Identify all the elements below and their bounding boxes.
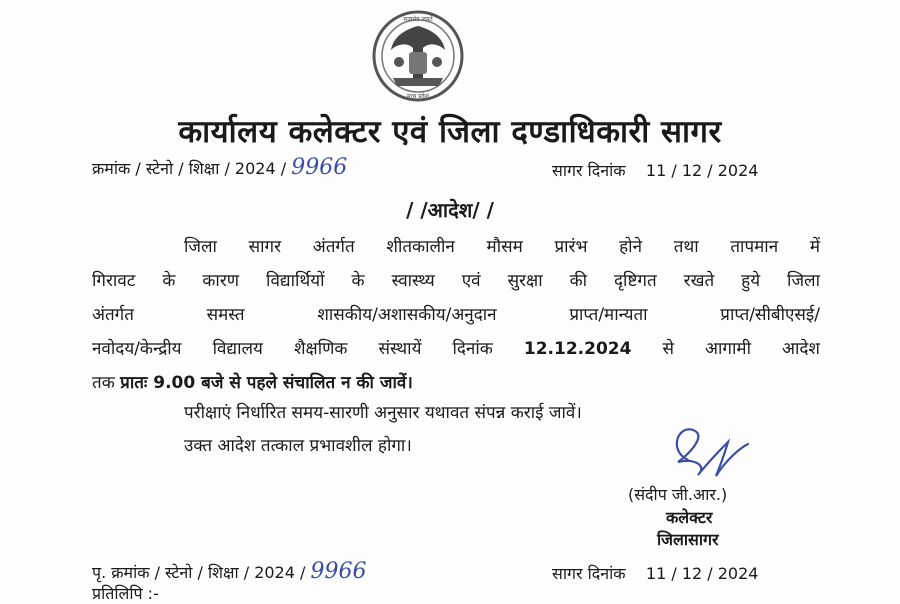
date-value: 11 / 12 / 2024 — [645, 161, 759, 180]
emblem-top-text: सत्यमेव जयते — [403, 16, 433, 23]
order-line-5 — [92, 366, 820, 400]
reference-number — [92, 155, 347, 180]
signature-icon — [648, 420, 758, 490]
signer-name: (संदीप जी.आर.) — [628, 485, 728, 504]
order-line-4 — [92, 332, 820, 366]
order-paragraph — [92, 230, 820, 400]
office-title: कार्यालय कलेक्टर एवं जिला दण्डाधिकारी सागर — [178, 114, 722, 150]
date-label: सागर दिनांक — [552, 161, 626, 180]
signer-designation: कलेक्टर — [666, 508, 713, 527]
order-line-4-text: नवोदय/केन्द्रीय विद्यालय शैक्षणिक संस्थायें दिनांक — [92, 339, 493, 359]
order-line-1: जिला सागर अंतर्गत शीतकालीन मौसम प्रारंभ होने तथा तापमान में — [184, 237, 820, 257]
order-heading: / /आदेश/ / — [406, 198, 494, 222]
reference-number-handwritten: 9966 — [291, 155, 348, 180]
footer-reference-number-handwritten: 9966 — [310, 559, 367, 584]
exam-line: परीक्षाएं निर्धारित समय-सारणी अनुसार यथावत संपन्न कराई जावें। — [184, 403, 582, 423]
footer-reference-number — [92, 559, 366, 584]
signer-district: जिलासागर — [657, 530, 719, 549]
order-date — [552, 159, 758, 181]
order-date-bold: 12.12.2024 — [523, 339, 632, 359]
footer-reference-prefix: पृ. क्रमांक / स्टेनो / शिक्षा / 2024 / — [92, 563, 306, 582]
order-line-2: गिरावट के कारण विद्यार्थियों के स्वास्थ्य एवं सुरक्षा की दृष्टिगत रखते हुये जिला — [92, 271, 820, 291]
order-line-3: अंतर्गत समस्त शासकीय/अशासकीय/अनुदान प्राप्त/मान्यता प्राप्त/सीबीएसई/ — [92, 305, 820, 325]
reference-prefix: क्रमांक / स्टेनो / शिक्षा / 2024 / — [92, 159, 287, 178]
copy-label: प्रतिलिपि :- — [92, 584, 159, 603]
order-time-bold: प्रातः 9.00 बजे से पहले संचालित न की जावें। — [120, 373, 413, 393]
effect-line: उक्त आदेश तत्काल प्रभावशील होगा। — [184, 436, 412, 456]
footer-date-value: 11 / 12 / 2024 — [645, 564, 759, 583]
emblem-bottom-text: मध्य प्रदेश — [407, 93, 429, 100]
order-line-4-tail: से आगामी आदेश — [662, 339, 820, 359]
footer-date-label: सागर दिनांक — [552, 564, 626, 583]
footer-date — [552, 562, 758, 584]
state-emblem-icon — [363, 8, 473, 104]
order-line-5-head: तक — [92, 373, 115, 393]
